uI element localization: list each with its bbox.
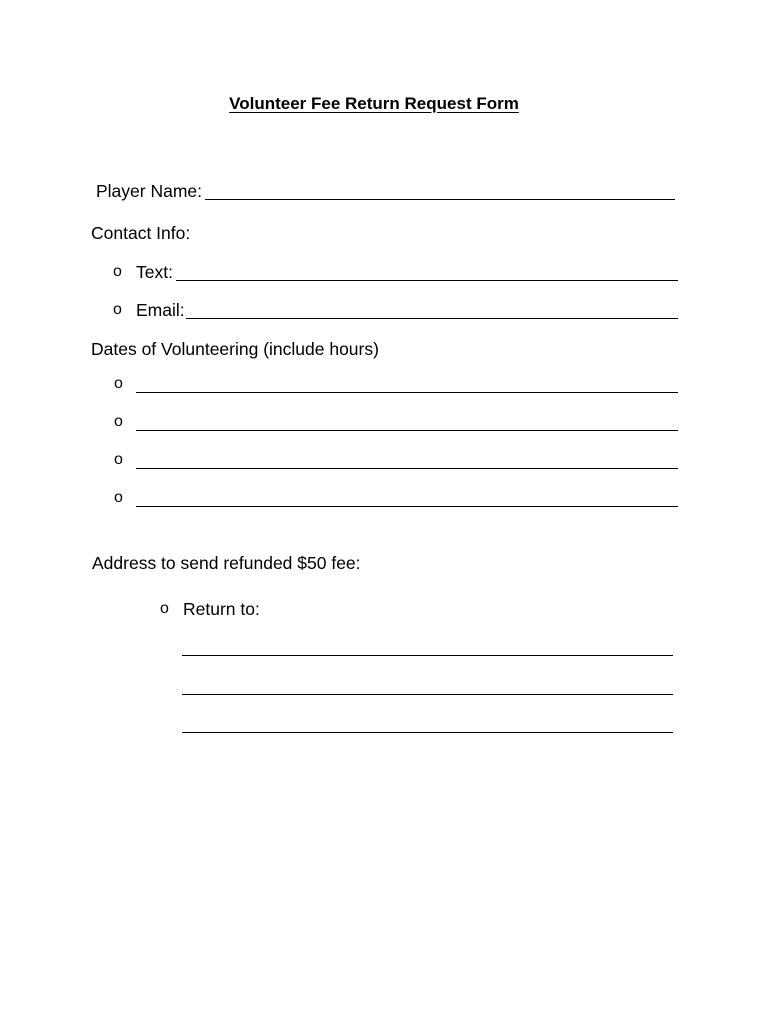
bullet-icon: o xyxy=(114,489,123,506)
email-field[interactable] xyxy=(186,318,678,319)
bullet-icon: o xyxy=(114,413,123,430)
date-field-1[interactable] xyxy=(136,392,678,393)
address-label: Address to send refunded $50 fee: xyxy=(92,553,361,573)
bullet-icon: o xyxy=(113,263,122,280)
form-title: Volunteer Fee Return Request Form xyxy=(229,94,519,113)
date-field-2[interactable] xyxy=(136,430,678,431)
player-name-label: Player Name: xyxy=(96,181,203,201)
return-to-label: Return to: xyxy=(183,599,260,619)
address-line-1[interactable] xyxy=(182,655,673,656)
address-line-3[interactable] xyxy=(182,732,673,733)
bullet-icon: o xyxy=(160,600,169,617)
player-name-field[interactable] xyxy=(205,199,675,200)
address-line-2[interactable] xyxy=(182,694,673,695)
text-field[interactable] xyxy=(176,280,678,281)
date-field-3[interactable] xyxy=(136,468,678,469)
dates-label: Dates of Volunteering (include hours) xyxy=(91,339,379,359)
contact-info-label: Contact Info: xyxy=(91,223,191,243)
bullet-icon: o xyxy=(113,301,122,318)
email-label: Email: xyxy=(136,300,185,320)
text-label: Text: xyxy=(136,262,173,282)
date-field-4[interactable] xyxy=(136,506,678,507)
bullet-icon: o xyxy=(114,451,123,468)
bullet-icon: o xyxy=(114,375,123,392)
